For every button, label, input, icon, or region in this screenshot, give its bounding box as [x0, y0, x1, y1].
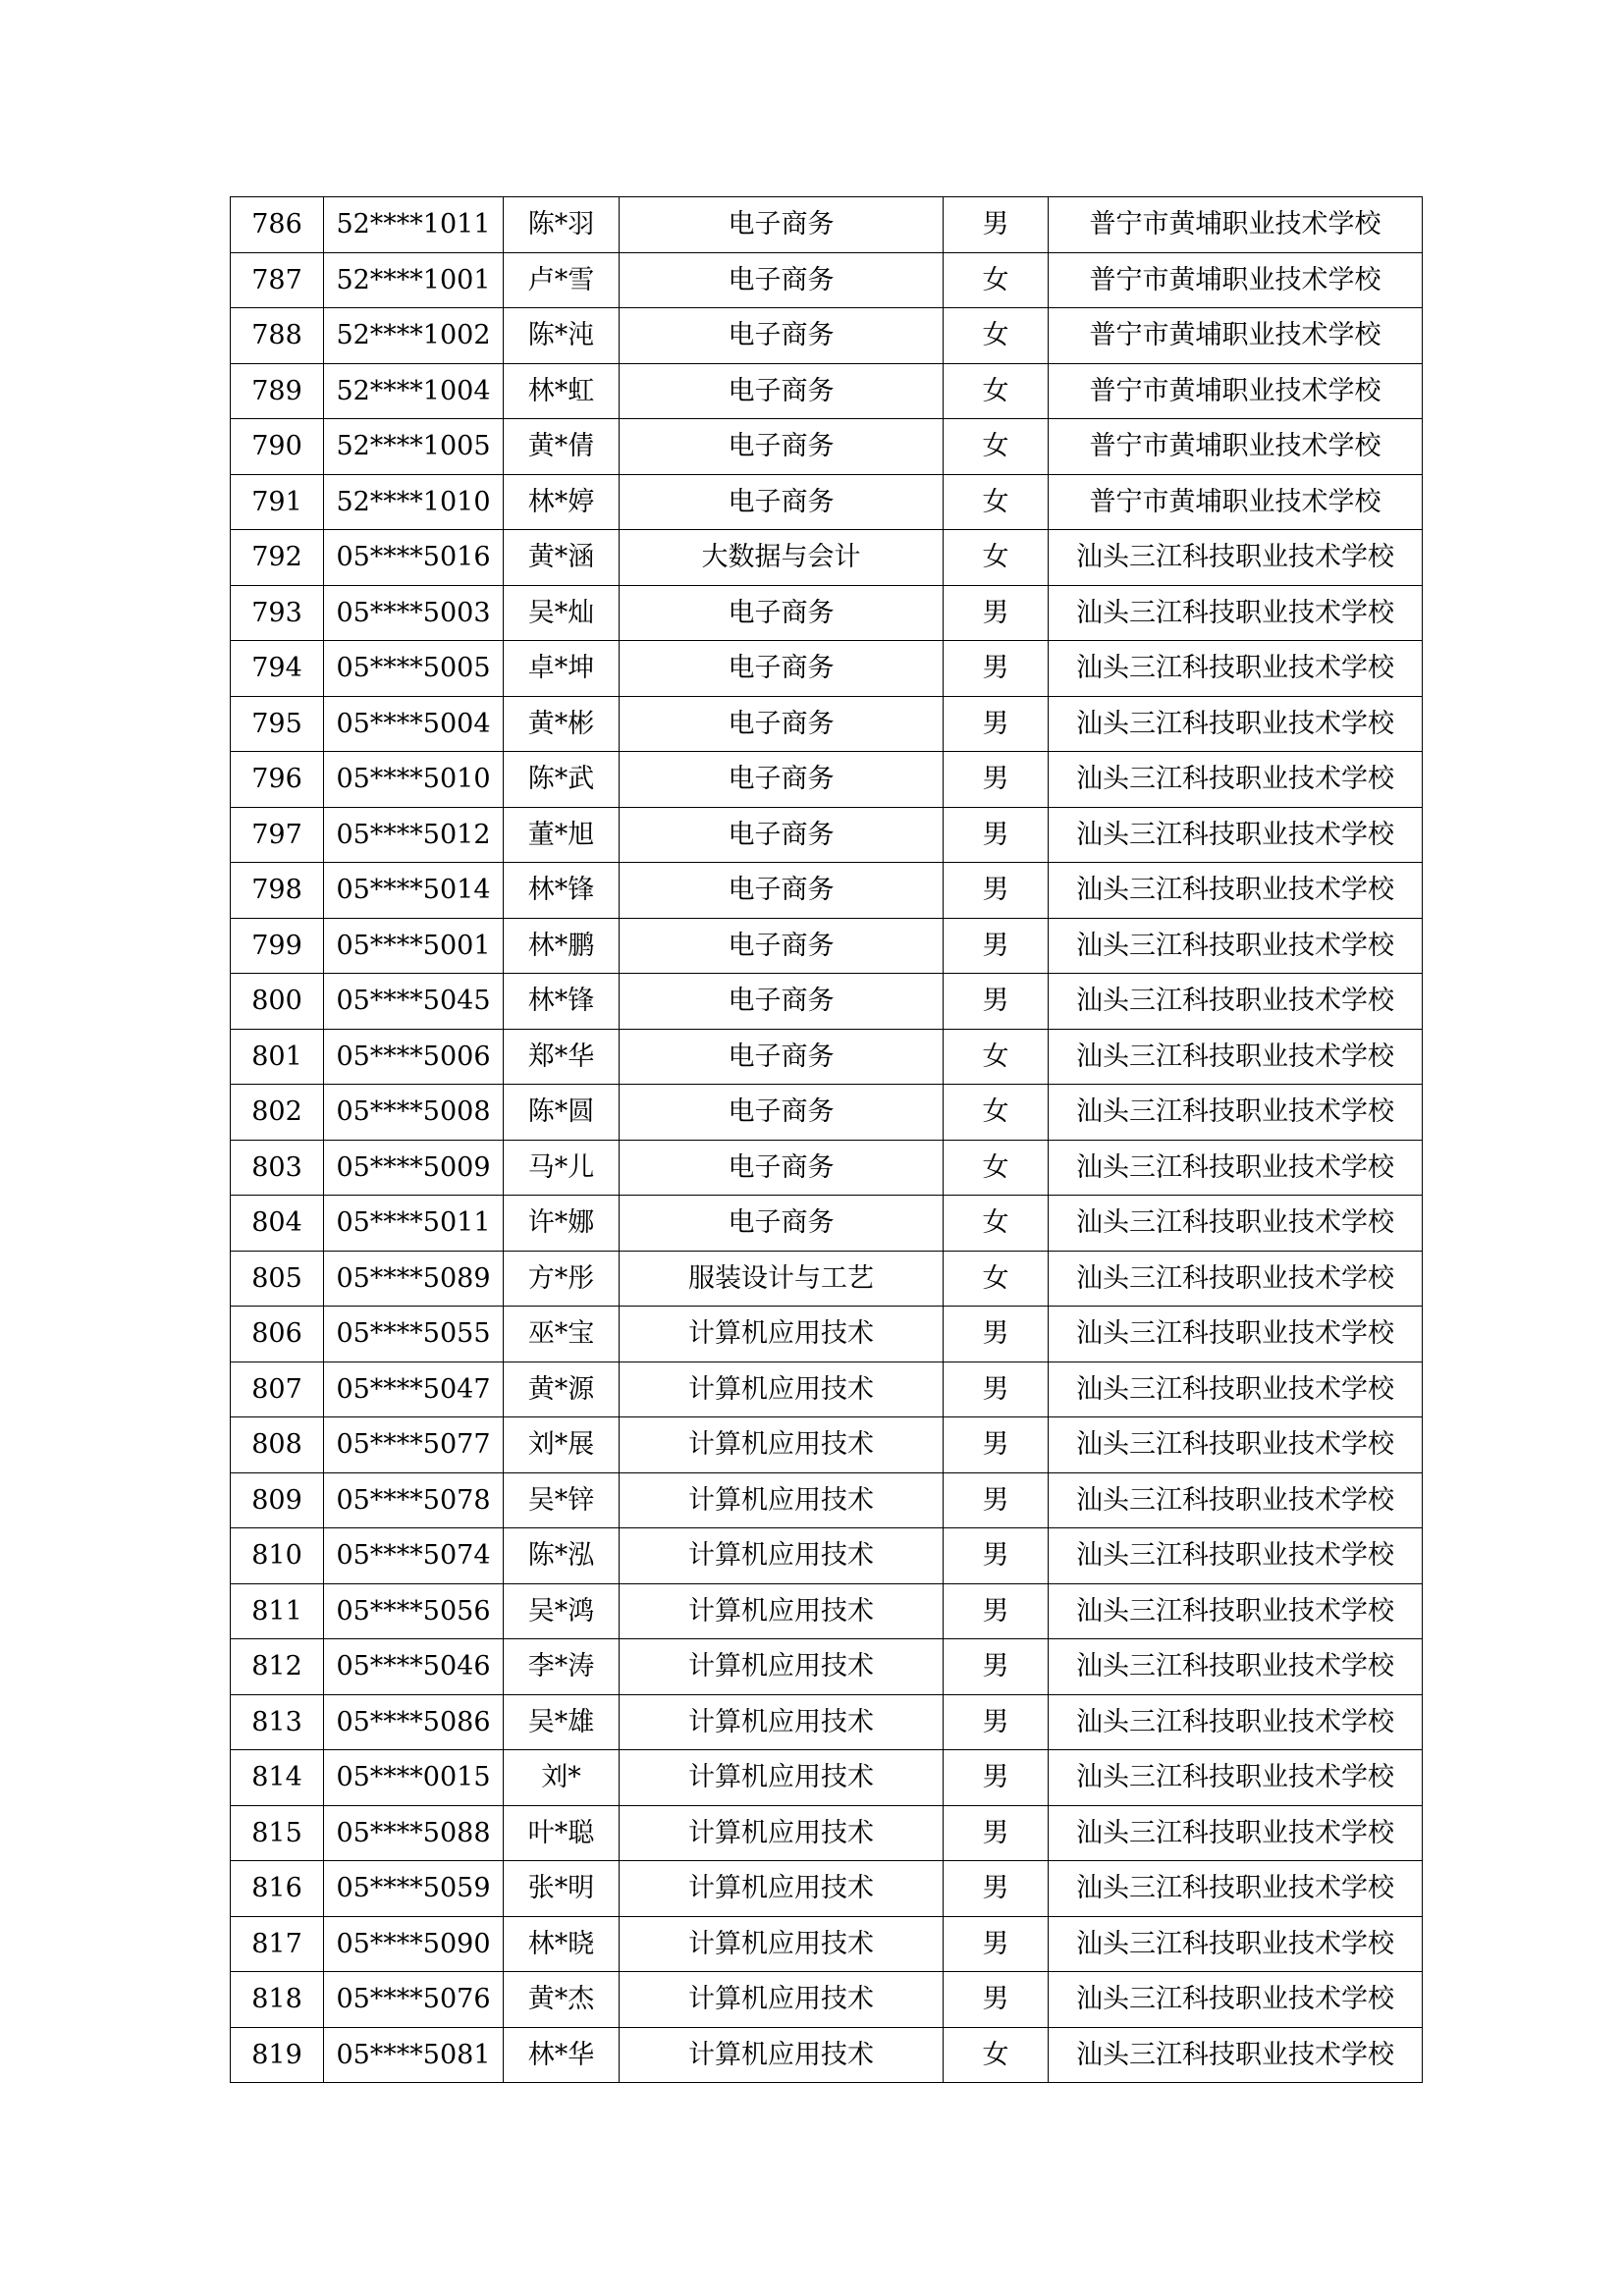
table-row: [231, 1750, 1423, 1806]
major-cell: 电子商务: [620, 419, 944, 475]
gender-cell: 男: [944, 1861, 1049, 1917]
student-name-cell: 林*晓: [504, 1916, 620, 1972]
major-cell: 计算机应用技术: [620, 1528, 944, 1584]
table-row: [231, 252, 1423, 308]
table-row: [231, 863, 1423, 919]
student-name-cell: 陈*沌: [504, 308, 620, 364]
gender-cell: 男: [944, 1583, 1049, 1639]
gender-cell: 男: [944, 807, 1049, 863]
school-name-cell: 汕头三江科技职业技术学校: [1049, 1528, 1423, 1584]
major-cell: 电子商务: [620, 696, 944, 752]
student-id-cell: 05****5056: [324, 1583, 504, 1639]
row-number-cell: 790: [231, 419, 324, 475]
gender-cell: 男: [944, 1972, 1049, 2028]
major-cell: 电子商务: [620, 1085, 944, 1141]
student-id-cell: 05****5045: [324, 974, 504, 1030]
row-number-cell: 809: [231, 1472, 324, 1528]
student-name-cell: 陈*圆: [504, 1085, 620, 1141]
row-number-cell: 799: [231, 918, 324, 974]
student-id-cell: 05****5076: [324, 1972, 504, 2028]
student-id-cell: 05****5016: [324, 530, 504, 586]
school-name-cell: 汕头三江科技职业技术学校: [1049, 696, 1423, 752]
gender-cell: 女: [944, 1196, 1049, 1252]
student-name-cell: 吴*雄: [504, 1694, 620, 1750]
school-name-cell: 汕头三江科技职业技术学校: [1049, 641, 1423, 697]
major-cell: 服装设计与工艺: [620, 1251, 944, 1307]
table-row: [231, 2027, 1423, 2083]
major-cell: 计算机应用技术: [620, 1916, 944, 1972]
school-name-cell: 普宁市黄埔职业技术学校: [1049, 474, 1423, 530]
student-id-cell: 52****1010: [324, 474, 504, 530]
major-cell: 计算机应用技术: [620, 2027, 944, 2083]
school-name-cell: 汕头三江科技职业技术学校: [1049, 1085, 1423, 1141]
student-name-cell: 黄*涵: [504, 530, 620, 586]
table-row: [231, 1805, 1423, 1861]
student-name-cell: 林*鹏: [504, 918, 620, 974]
gender-cell: 男: [944, 1916, 1049, 1972]
student-id-cell: 05****5008: [324, 1085, 504, 1141]
student-id-cell: 05****5090: [324, 1916, 504, 1972]
student-id-cell: 05****5088: [324, 1805, 504, 1861]
school-name-cell: 普宁市黄埔职业技术学校: [1049, 308, 1423, 364]
student-name-cell: 卓*坤: [504, 641, 620, 697]
student-name-cell: 陈*武: [504, 752, 620, 808]
student-name-cell: 张*明: [504, 1861, 620, 1917]
table-row: [231, 308, 1423, 364]
row-number-cell: 789: [231, 363, 324, 419]
school-name-cell: 汕头三江科技职业技术学校: [1049, 1805, 1423, 1861]
student-name-cell: 刘*: [504, 1750, 620, 1806]
school-name-cell: 汕头三江科技职业技术学校: [1049, 585, 1423, 641]
table-row: [231, 918, 1423, 974]
table-row: [231, 197, 1423, 253]
student-name-cell: 林*锋: [504, 974, 620, 1030]
table-row: [231, 1251, 1423, 1307]
table-row: [231, 585, 1423, 641]
student-id-cell: 05****5012: [324, 807, 504, 863]
major-cell: 计算机应用技术: [620, 1972, 944, 2028]
school-name-cell: 汕头三江科技职业技术学校: [1049, 530, 1423, 586]
gender-cell: 女: [944, 474, 1049, 530]
table-row: [231, 1528, 1423, 1584]
gender-cell: 女: [944, 1029, 1049, 1085]
major-cell: 电子商务: [620, 974, 944, 1030]
major-cell: 电子商务: [620, 752, 944, 808]
gender-cell: 男: [944, 1307, 1049, 1362]
gender-cell: 男: [944, 974, 1049, 1030]
student-id-cell: 05****0015: [324, 1750, 504, 1806]
row-number-cell: 803: [231, 1140, 324, 1196]
row-number-cell: 810: [231, 1528, 324, 1584]
table-row: [231, 1861, 1423, 1917]
major-cell: 电子商务: [620, 863, 944, 919]
row-number-cell: 802: [231, 1085, 324, 1141]
student-name-cell: 刘*展: [504, 1417, 620, 1473]
student-name-cell: 林*华: [504, 2027, 620, 2083]
school-name-cell: 普宁市黄埔职业技术学校: [1049, 419, 1423, 475]
student-id-cell: 05****5077: [324, 1417, 504, 1473]
row-number-cell: 798: [231, 863, 324, 919]
student-name-cell: 黄*倩: [504, 419, 620, 475]
major-cell: 计算机应用技术: [620, 1805, 944, 1861]
gender-cell: 女: [944, 308, 1049, 364]
gender-cell: 男: [944, 1528, 1049, 1584]
table-row: [231, 752, 1423, 808]
row-number-cell: 804: [231, 1196, 324, 1252]
student-id-cell: 52****1001: [324, 252, 504, 308]
row-number-cell: 817: [231, 1916, 324, 1972]
row-number-cell: 788: [231, 308, 324, 364]
row-number-cell: 811: [231, 1583, 324, 1639]
school-name-cell: 汕头三江科技职业技术学校: [1049, 1029, 1423, 1085]
student-id-cell: 52****1002: [324, 308, 504, 364]
student-name-cell: 郑*华: [504, 1029, 620, 1085]
row-number-cell: 797: [231, 807, 324, 863]
row-number-cell: 806: [231, 1307, 324, 1362]
student-id-cell: 05****5011: [324, 1196, 504, 1252]
student-name-cell: 吴*鸿: [504, 1583, 620, 1639]
student-id-cell: 05****5009: [324, 1140, 504, 1196]
table-row: [231, 1029, 1423, 1085]
gender-cell: 男: [944, 1805, 1049, 1861]
table-row: [231, 974, 1423, 1030]
student-id-cell: 05****5010: [324, 752, 504, 808]
major-cell: 电子商务: [620, 252, 944, 308]
major-cell: 计算机应用技术: [620, 1694, 944, 1750]
major-cell: 电子商务: [620, 918, 944, 974]
student-name-cell: 卢*雪: [504, 252, 620, 308]
student-name-cell: 陈*羽: [504, 197, 620, 253]
gender-cell: 女: [944, 1251, 1049, 1307]
table-row: [231, 1472, 1423, 1528]
school-name-cell: 汕头三江科技职业技术学校: [1049, 1472, 1423, 1528]
student-name-cell: 董*旭: [504, 807, 620, 863]
school-name-cell: 汕头三江科技职业技术学校: [1049, 1916, 1423, 1972]
gender-cell: 女: [944, 2027, 1049, 2083]
student-name-cell: 黄*杰: [504, 1972, 620, 2028]
row-number-cell: 815: [231, 1805, 324, 1861]
student-name-cell: 叶*聪: [504, 1805, 620, 1861]
student-name-cell: 巫*宝: [504, 1307, 620, 1362]
table-row: [231, 530, 1423, 586]
student-name-cell: 林*虹: [504, 363, 620, 419]
table-row: [231, 1307, 1423, 1362]
table-row: [231, 1140, 1423, 1196]
row-number-cell: 818: [231, 1972, 324, 2028]
school-name-cell: 汕头三江科技职业技术学校: [1049, 1307, 1423, 1362]
student-id-cell: 52****1011: [324, 197, 504, 253]
student-id-cell: 05****5004: [324, 696, 504, 752]
student-roster-table: [230, 196, 1423, 2083]
major-cell: 计算机应用技术: [620, 1583, 944, 1639]
school-name-cell: 汕头三江科技职业技术学校: [1049, 1972, 1423, 2028]
school-name-cell: 汕头三江科技职业技术学校: [1049, 1196, 1423, 1252]
table-row: [231, 1417, 1423, 1473]
student-id-cell: 05****5081: [324, 2027, 504, 2083]
major-cell: 计算机应用技术: [620, 1472, 944, 1528]
school-name-cell: 汕头三江科技职业技术学校: [1049, 1417, 1423, 1473]
gender-cell: 男: [944, 197, 1049, 253]
row-number-cell: 819: [231, 2027, 324, 2083]
table-row: [231, 1972, 1423, 2028]
table-row: [231, 363, 1423, 419]
table-row: [231, 1916, 1423, 1972]
row-number-cell: 801: [231, 1029, 324, 1085]
gender-cell: 男: [944, 1417, 1049, 1473]
table-row: [231, 1085, 1423, 1141]
student-id-cell: 05****5006: [324, 1029, 504, 1085]
school-name-cell: 普宁市黄埔职业技术学校: [1049, 197, 1423, 253]
school-name-cell: 普宁市黄埔职业技术学校: [1049, 363, 1423, 419]
student-name-cell: 方*彤: [504, 1251, 620, 1307]
student-name-cell: 许*娜: [504, 1196, 620, 1252]
student-id-cell: 05****5046: [324, 1639, 504, 1695]
major-cell: 计算机应用技术: [620, 1861, 944, 1917]
table-row: [231, 641, 1423, 697]
roster-body: [231, 197, 1423, 2083]
gender-cell: 男: [944, 1694, 1049, 1750]
major-cell: 电子商务: [620, 474, 944, 530]
major-cell: 计算机应用技术: [620, 1750, 944, 1806]
gender-cell: 男: [944, 752, 1049, 808]
table-row: [231, 1196, 1423, 1252]
school-name-cell: 汕头三江科技职业技术学校: [1049, 1639, 1423, 1695]
student-id-cell: 05****5005: [324, 641, 504, 697]
gender-cell: 男: [944, 1639, 1049, 1695]
table-row: [231, 419, 1423, 475]
student-id-cell: 05****5086: [324, 1694, 504, 1750]
student-name-cell: 李*涛: [504, 1639, 620, 1695]
table-row: [231, 1362, 1423, 1417]
row-number-cell: 795: [231, 696, 324, 752]
major-cell: 电子商务: [620, 585, 944, 641]
student-name-cell: 吴*灿: [504, 585, 620, 641]
row-number-cell: 814: [231, 1750, 324, 1806]
gender-cell: 女: [944, 252, 1049, 308]
major-cell: 计算机应用技术: [620, 1417, 944, 1473]
major-cell: 电子商务: [620, 1029, 944, 1085]
major-cell: 计算机应用技术: [620, 1362, 944, 1417]
row-number-cell: 805: [231, 1251, 324, 1307]
student-id-cell: 52****1004: [324, 363, 504, 419]
student-name-cell: 吴*锌: [504, 1472, 620, 1528]
school-name-cell: 汕头三江科技职业技术学校: [1049, 1861, 1423, 1917]
major-cell: 电子商务: [620, 807, 944, 863]
row-number-cell: 812: [231, 1639, 324, 1695]
row-number-cell: 808: [231, 1417, 324, 1473]
student-id-cell: 05****5001: [324, 918, 504, 974]
major-cell: 计算机应用技术: [620, 1639, 944, 1695]
row-number-cell: 800: [231, 974, 324, 1030]
student-id-cell: 05****5059: [324, 1861, 504, 1917]
student-id-cell: 52****1005: [324, 419, 504, 475]
student-id-cell: 05****5047: [324, 1362, 504, 1417]
gender-cell: 男: [944, 918, 1049, 974]
student-name-cell: 林*锋: [504, 863, 620, 919]
student-id-cell: 05****5055: [324, 1307, 504, 1362]
gender-cell: 男: [944, 1362, 1049, 1417]
student-id-cell: 05****5003: [324, 585, 504, 641]
gender-cell: 男: [944, 1472, 1049, 1528]
school-name-cell: 汕头三江科技职业技术学校: [1049, 807, 1423, 863]
gender-cell: 女: [944, 530, 1049, 586]
school-name-cell: 汕头三江科技职业技术学校: [1049, 1140, 1423, 1196]
major-cell: 电子商务: [620, 363, 944, 419]
gender-cell: 男: [944, 585, 1049, 641]
major-cell: 电子商务: [620, 1196, 944, 1252]
gender-cell: 男: [944, 696, 1049, 752]
row-number-cell: 796: [231, 752, 324, 808]
row-number-cell: 816: [231, 1861, 324, 1917]
school-name-cell: 汕头三江科技职业技术学校: [1049, 752, 1423, 808]
gender-cell: 女: [944, 363, 1049, 419]
gender-cell: 女: [944, 1085, 1049, 1141]
row-number-cell: 791: [231, 474, 324, 530]
row-number-cell: 794: [231, 641, 324, 697]
table-row: [231, 696, 1423, 752]
gender-cell: 男: [944, 1750, 1049, 1806]
table-row: [231, 1694, 1423, 1750]
school-name-cell: 普宁市黄埔职业技术学校: [1049, 252, 1423, 308]
school-name-cell: 汕头三江科技职业技术学校: [1049, 918, 1423, 974]
major-cell: 电子商务: [620, 1140, 944, 1196]
table-row: [231, 807, 1423, 863]
student-id-cell: 05****5089: [324, 1251, 504, 1307]
student-name-cell: 林*婷: [504, 474, 620, 530]
row-number-cell: 813: [231, 1694, 324, 1750]
student-name-cell: 黄*彬: [504, 696, 620, 752]
school-name-cell: 汕头三江科技职业技术学校: [1049, 1750, 1423, 1806]
student-id-cell: 05****5014: [324, 863, 504, 919]
school-name-cell: 汕头三江科技职业技术学校: [1049, 1694, 1423, 1750]
gender-cell: 女: [944, 1140, 1049, 1196]
row-number-cell: 807: [231, 1362, 324, 1417]
gender-cell: 男: [944, 863, 1049, 919]
gender-cell: 女: [944, 419, 1049, 475]
gender-cell: 男: [944, 641, 1049, 697]
school-name-cell: 汕头三江科技职业技术学校: [1049, 863, 1423, 919]
school-name-cell: 汕头三江科技职业技术学校: [1049, 1583, 1423, 1639]
student-name-cell: 陈*泓: [504, 1528, 620, 1584]
table-row: [231, 1639, 1423, 1695]
student-name-cell: 黄*源: [504, 1362, 620, 1417]
school-name-cell: 汕头三江科技职业技术学校: [1049, 974, 1423, 1030]
major-cell: 电子商务: [620, 641, 944, 697]
student-id-cell: 05****5074: [324, 1528, 504, 1584]
student-id-cell: 05****5078: [324, 1472, 504, 1528]
school-name-cell: 汕头三江科技职业技术学校: [1049, 1251, 1423, 1307]
school-name-cell: 汕头三江科技职业技术学校: [1049, 2027, 1423, 2083]
row-number-cell: 786: [231, 197, 324, 253]
table-row: [231, 1583, 1423, 1639]
major-cell: 大数据与会计: [620, 530, 944, 586]
major-cell: 电子商务: [620, 197, 944, 253]
major-cell: 计算机应用技术: [620, 1307, 944, 1362]
row-number-cell: 793: [231, 585, 324, 641]
student-name-cell: 马*儿: [504, 1140, 620, 1196]
row-number-cell: 792: [231, 530, 324, 586]
row-number-cell: 787: [231, 252, 324, 308]
major-cell: 电子商务: [620, 308, 944, 364]
school-name-cell: 汕头三江科技职业技术学校: [1049, 1362, 1423, 1417]
table-row: [231, 474, 1423, 530]
